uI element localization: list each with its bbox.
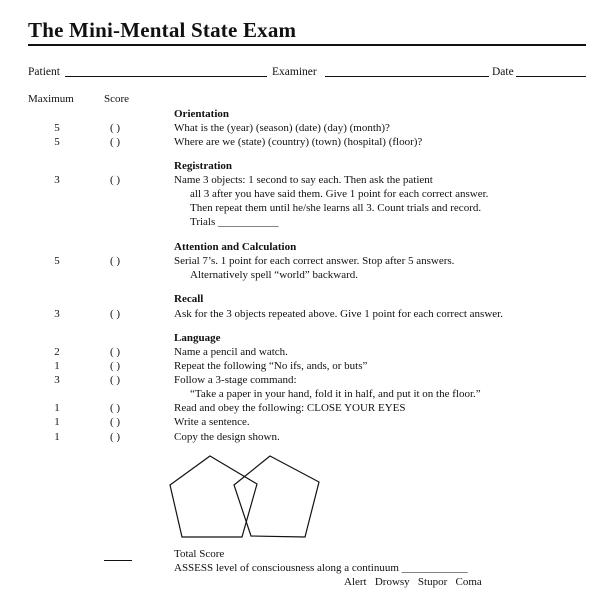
- max-value: 3: [54, 374, 60, 386]
- max-value: 5: [54, 255, 60, 267]
- score-box[interactable]: ( ): [109, 136, 121, 148]
- question-text: Where are we (state) (country) (town) (hospital) (floor)?: [174, 136, 423, 148]
- score-box[interactable]: ( ): [109, 374, 121, 386]
- score-box[interactable]: ( ): [109, 431, 121, 443]
- question-text: Repeat the following “No ifs, ands, or buts”: [174, 360, 368, 372]
- question-text: “Take a paper in your hand, fold it in half, and put it on the floor.”: [190, 388, 481, 400]
- total-score-label: Total Score: [174, 548, 225, 560]
- date-label: Date: [492, 66, 514, 78]
- question-text: Follow a 3-stage command:: [174, 374, 297, 386]
- question-text: Ask for the 3 objects repeated above. Give 1 point for each correct answer.: [174, 308, 503, 320]
- question-text: Name 3 objects: 1 second to say each. Then ask the patient: [174, 174, 433, 186]
- pentagon-left: [170, 456, 257, 537]
- page-title: The Mini-Mental State Exam: [28, 18, 297, 42]
- score-box[interactable]: ( ): [109, 360, 121, 372]
- score-box[interactable]: ( ): [109, 402, 121, 414]
- score-box[interactable]: ( ): [109, 416, 121, 428]
- max-value: 1: [54, 431, 60, 443]
- question-text: Name a pencil and watch.: [174, 346, 288, 358]
- intersecting-pentagons-figure: [164, 452, 334, 544]
- patient-field[interactable]: [65, 76, 267, 77]
- assess-consciousness-text: ASSESS level of consciousness along a continuum ____________: [174, 562, 468, 574]
- max-value: 2: [54, 346, 60, 358]
- section-title-registration: Registration: [174, 160, 233, 172]
- score-box[interactable]: ( ): [109, 255, 121, 267]
- examiner-label: Examiner: [272, 66, 317, 78]
- question-text: Then repeat them until he/she learns all 3. Count trials and record.: [190, 202, 482, 214]
- patient-label: Patient: [28, 66, 60, 78]
- question-text: Copy the design shown.: [174, 431, 280, 443]
- total-score-field[interactable]: [104, 560, 132, 561]
- score-box[interactable]: ( ): [109, 308, 121, 320]
- score-column-header: Score: [104, 93, 130, 105]
- max-value: 5: [54, 136, 60, 148]
- score-box[interactable]: ( ): [109, 346, 121, 358]
- maximum-column-header: Maximum: [28, 93, 74, 105]
- section-title-recall: Recall: [174, 293, 204, 305]
- max-value: 1: [54, 416, 60, 428]
- section-title-language: Language: [174, 332, 221, 344]
- max-value: 3: [54, 174, 60, 186]
- max-value: 3: [54, 308, 60, 320]
- date-field[interactable]: [516, 76, 586, 77]
- question-text: What is the (year) (season) (date) (day) (month)?: [174, 122, 390, 134]
- max-value: 1: [54, 360, 60, 372]
- trials-field[interactable]: Trials ___________: [190, 216, 279, 228]
- max-value: 1: [54, 402, 60, 414]
- max-value: 5: [54, 122, 60, 134]
- question-text: Write a sentence.: [174, 416, 250, 428]
- consciousness-levels[interactable]: Alert Drowsy Stupor Coma: [344, 576, 482, 588]
- score-box[interactable]: ( ): [109, 122, 121, 134]
- question-text: Alternatively spell “world” backward.: [190, 269, 358, 281]
- question-text: all 3 after you have said them. Give 1 point for each correct answer.: [190, 188, 489, 200]
- pentagon-right: [234, 456, 319, 537]
- section-title-orientation: Orientation: [174, 108, 229, 120]
- title-divider: [28, 44, 586, 46]
- examiner-field[interactable]: [325, 76, 489, 77]
- patient-info-row: [28, 66, 586, 82]
- question-text: Read and obey the following: CLOSE YOUR EYES: [174, 402, 406, 414]
- question-text: Serial 7’s. 1 point for each correct answer. Stop after 5 answers.: [174, 255, 455, 267]
- section-title-attention: Attention and Calculation: [174, 241, 297, 253]
- score-box[interactable]: ( ): [109, 174, 121, 186]
